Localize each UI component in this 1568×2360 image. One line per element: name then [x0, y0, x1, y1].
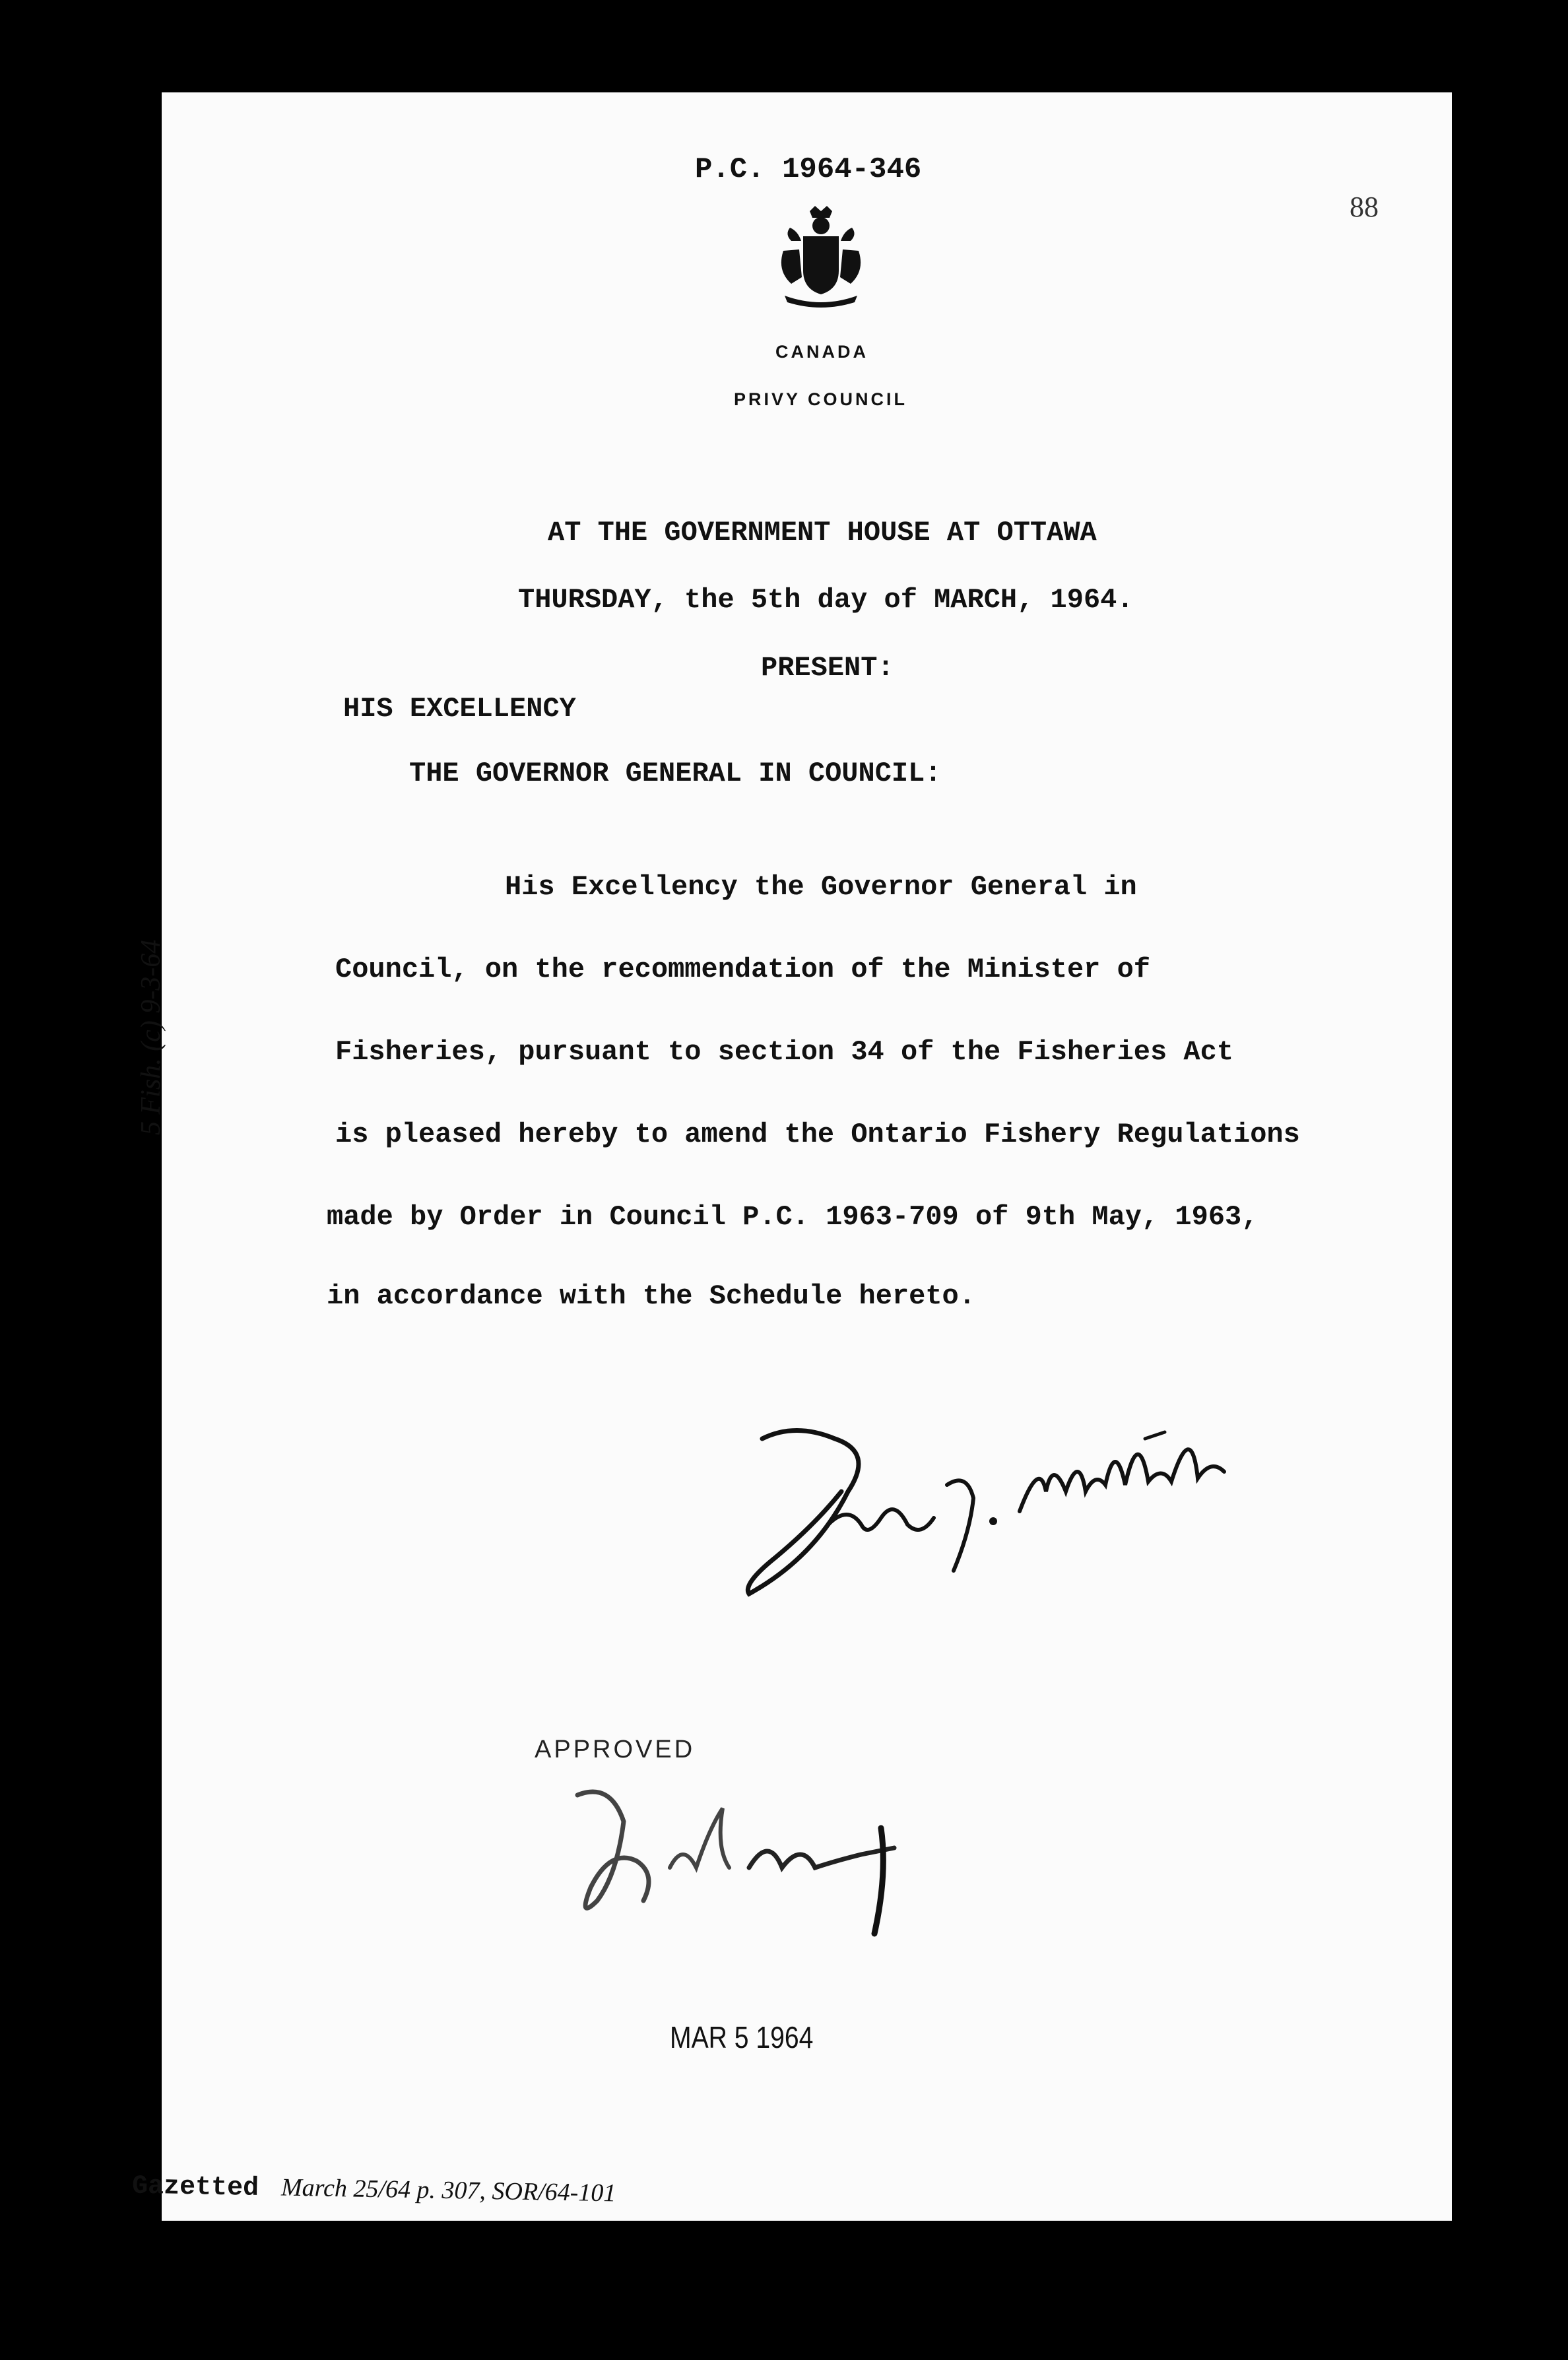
order-number: P.C. 1964-346 — [695, 153, 922, 186]
meeting-date: THURSDAY, the 5th day of MARCH, 1964. — [518, 584, 1134, 616]
presiding-line-1: HIS EXCELLENCY — [343, 693, 576, 725]
country-label: CANADA — [775, 342, 868, 362]
folio-number: 88 — [1350, 191, 1379, 223]
meeting-place: AT THE GOVERNMENT HOUSE AT OTTAWA — [548, 517, 1097, 548]
presiding-line-2: THE GOVERNOR GENERAL IN COUNCIL: — [409, 758, 942, 789]
governor-general-signature — [736, 1360, 1264, 1604]
margin-note-text: 5 Fish. (c) 9-3-64 — [136, 939, 166, 1135]
document-page — [131, 92, 1452, 2221]
privy-council-label: PRIVY COUNCIL — [734, 389, 908, 409]
order-text-line: Council, on the recommendation of the Minister of — [335, 954, 1151, 985]
order-text-line: in accordance with the Schedule hereto. — [327, 1280, 975, 1312]
coat-of-arms-emblem — [771, 205, 870, 310]
approved-label: APPROVED — [535, 1736, 696, 1763]
approval-stamp-date: MAR 5 1964 — [670, 2020, 814, 2054]
present-label: PRESENT: — [761, 652, 894, 684]
approval-signature — [551, 1769, 934, 1953]
order-text-line: made by Order in Council P.C. 1963-709 of 9th May, 1963, — [327, 1201, 1258, 1233]
order-text-line: Fisheries, pursuant to section 34 of the Fisheries Act — [335, 1036, 1234, 1068]
gazette-line — [132, 2171, 616, 2210]
order-text-line: His Excellency the Governor General in — [505, 871, 1137, 903]
order-text-line: is pleased hereby to amend the Ontario Fishery Regulations — [335, 1119, 1300, 1150]
gazette-reference: March 25/64 p. 307, SOR/64-101 — [280, 2173, 616, 2208]
gazette-label: Gazetted — [131, 2171, 259, 2204]
margin-note — [135, 940, 167, 1135]
